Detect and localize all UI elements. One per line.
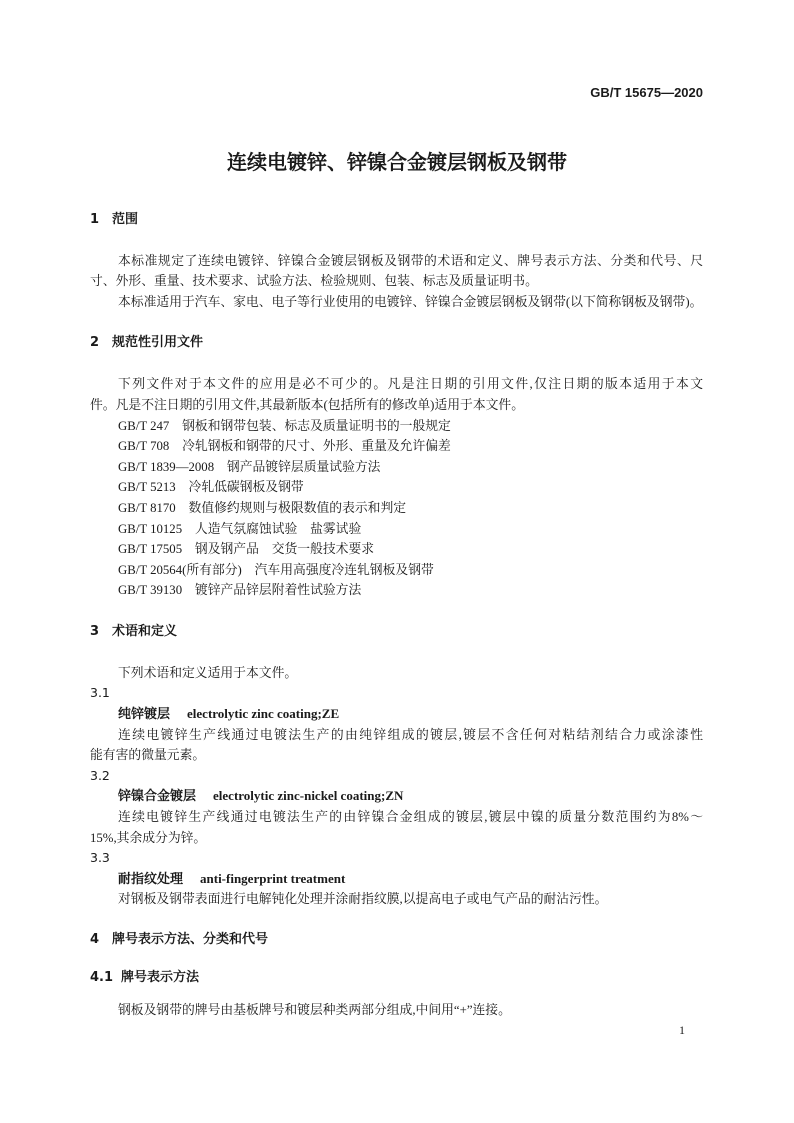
reference-code: GB/T 1839—2008 (118, 459, 215, 474)
term-english: electrolytic zinc-nickel coating;ZN (213, 788, 404, 804)
term-entry (90, 869, 703, 890)
paragraph-line: 下列术语和定义适用于本文件。 (118, 665, 298, 680)
reference-code: GB/T 708 (118, 439, 170, 454)
section-3-heading (90, 622, 703, 643)
term-english: electrolytic zinc coating;ZE (187, 705, 340, 721)
standard-code: GB/T 15675—2020 (590, 85, 703, 100)
term-chinese: 纯锌镀层 (118, 706, 171, 722)
section-number: 2 (90, 335, 100, 351)
term-entry (90, 704, 703, 725)
reference-code: GB/T 247 (118, 418, 170, 433)
reference-item (90, 519, 703, 540)
document-body (90, 210, 703, 1021)
paragraph-line: 寸、外形、重量、技术要求、试验方法、检验规则、包装、标志及质量证明书。 (90, 274, 538, 289)
term-chinese: 锌镍合金镀层 (118, 789, 197, 805)
definition-line: 15%,其余成分为锌。 (90, 830, 207, 845)
subsection-number: 4.1 (90, 970, 114, 986)
section-title: 牌号表示方法、分类和代号 (112, 932, 269, 948)
reference-title: 冷轧钢板和钢带的尺寸、外形、重量及允许偏差 (182, 439, 451, 454)
clause-number: 3.2 (90, 767, 110, 783)
reference-title: 人造气氛腐蚀试验 盐雾试验 (194, 521, 362, 536)
clause-number: 3.3 (90, 850, 110, 866)
clause-number: 3.1 (90, 685, 110, 701)
definition-line: 连续电镀锌生产线通过电镀法生产的由锌镍合金组成的镀层,镀层中镍的质量分数范围约为8%～ (118, 809, 703, 824)
page-number: 1 (679, 1023, 685, 1037)
paragraph-line: 本标准规定了连续电镀锌、锌镍合金镀层钢板及钢带的术语和定义、牌号表示方法、分类和代号、尺 (118, 253, 703, 268)
document-title: 连续电镀锌、锌镍合金镀层钢板及钢带 (227, 150, 567, 174)
section-number: 3 (90, 623, 100, 639)
section-title: 规范性引用文件 (112, 335, 204, 351)
reference-title: 数值修约规则与极限数值的表示和判定 (188, 501, 407, 515)
reference-title: 镀锌产品锌层附着性试验方法 (194, 583, 362, 598)
paragraph-line: 钢板及钢带的牌号由基板牌号和镀层种类两部分组成,中间用“+”连接。 (118, 1003, 511, 1018)
reference-item (90, 436, 703, 457)
reference-item (90, 416, 703, 437)
paragraph-line: 件。凡是不注日期的引用文件,其最新版本(包括所有的修改单)适用于本文件。 (90, 398, 525, 413)
reference-code: GB/T 8170 (118, 501, 176, 515)
section-number: 1 (90, 211, 100, 227)
reference-title: 汽车用高强度冷连轧钢板及钢带 (254, 562, 434, 577)
definition-line: 对钢板及钢带表面进行电解钝化处理并涂耐指纹膜,以提高电子或电气产品的耐沾污性。 (118, 892, 608, 907)
section-title: 术语和定义 (112, 623, 178, 639)
reference-item (90, 539, 703, 560)
paragraph-line: 下列文件对于本文件的应用是必不可少的。凡是注日期的引用文件,仅注日期的版本适用于本文 (118, 377, 703, 392)
paragraph-line: 本标准适用于汽车、家电、电子等行业使用的电镀锌、锌镍合金镀层钢板及钢带(以下简称钢板及钢带)。 (118, 295, 703, 310)
reference-item (90, 560, 703, 581)
reference-code: GB/T 17505 (118, 542, 183, 557)
term-english: anti-fingerprint treatment (200, 870, 346, 886)
reference-code: GB/T 10125 (118, 521, 183, 536)
reference-item (90, 580, 703, 601)
reference-item (90, 457, 703, 478)
term-entry (90, 786, 703, 807)
reference-item (90, 477, 703, 498)
reference-title: 钢板和钢带包装、标志及质量证明书的一般规定 (182, 418, 451, 433)
definition-line: 连续电镀锌生产线通过电镀法生产的由纯锌组成的镀层,镀层不含任何对粘结剂结合力或涂漆性 (118, 727, 703, 742)
subsection-title: 牌号表示方法 (121, 970, 200, 986)
reference-code: GB/T 5213 (118, 480, 176, 495)
section-4-heading (90, 930, 703, 951)
subsection-4-1-heading (90, 968, 703, 989)
section-title: 范围 (112, 211, 139, 227)
reference-code: GB/T 39130 (118, 583, 183, 598)
reference-code: GB/T 20564(所有部分) (118, 562, 242, 577)
term-chinese: 耐指纹处理 (118, 871, 184, 887)
reference-title: 钢产品镀锌层质量试验方法 (226, 459, 381, 474)
reference-item (90, 498, 703, 519)
section-1-heading (90, 210, 703, 231)
definition-line: 能有害的微量元素。 (90, 748, 206, 763)
section-number: 4 (90, 932, 100, 948)
reference-title: 冷轧低碳钢板及钢带 (188, 480, 304, 495)
reference-title: 钢及钢产品 交货一般技术要求 (194, 542, 375, 557)
section-2-heading (90, 333, 703, 354)
